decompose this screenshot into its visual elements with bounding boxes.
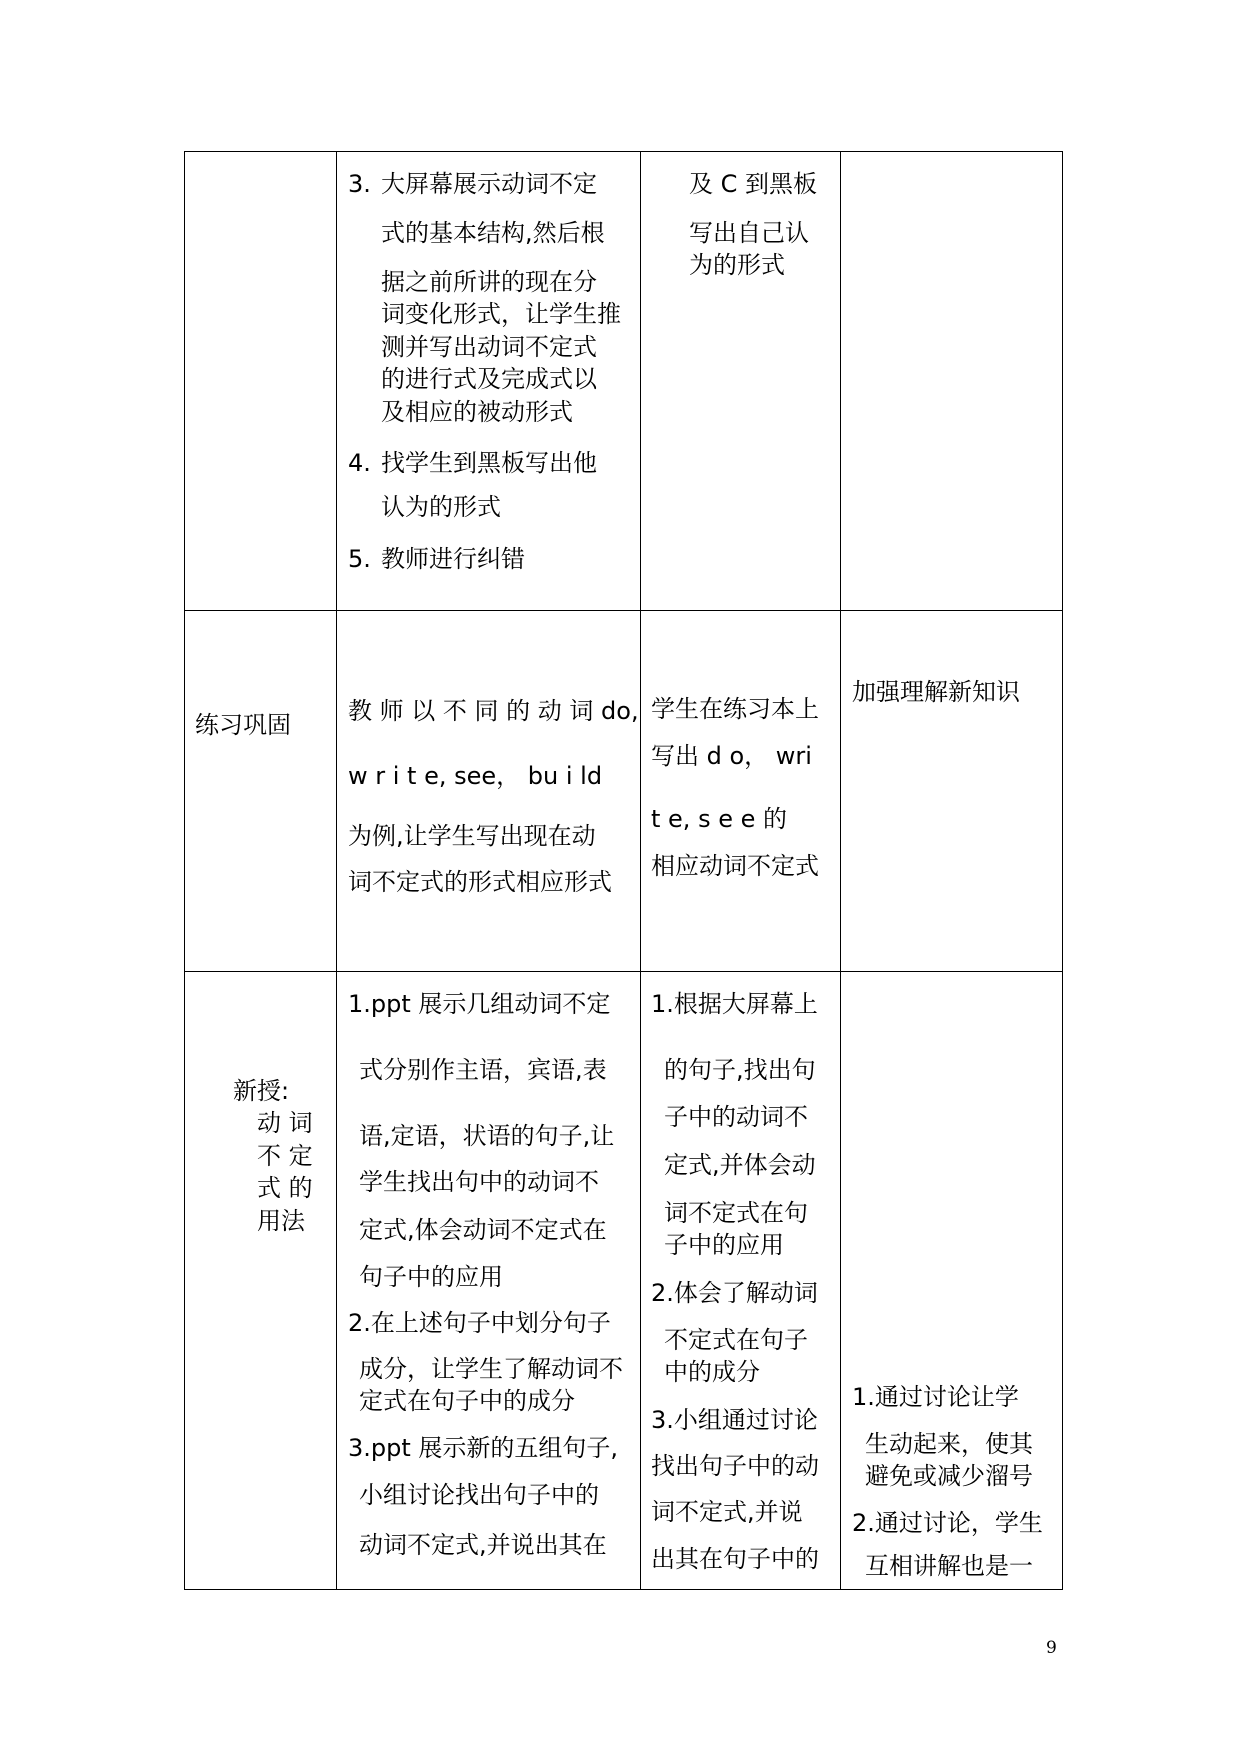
text-line: 语,定语，状语的句子,让: [359, 1122, 615, 1150]
text-line: 找学生到黑板写出他: [381, 449, 597, 477]
text-line: 教 师 以 不 同 的 动 词 do,: [348, 697, 639, 725]
student-activity-cell: [641, 611, 841, 972]
text-line: 相应动词不定式: [651, 852, 819, 880]
text-line: w r i t e, see， bu i ld: [348, 762, 603, 790]
student-activity-cell: [641, 972, 841, 1590]
text-line: 子中的动词不: [664, 1103, 808, 1131]
text-line: 用法: [257, 1207, 305, 1235]
text-line: 1.通过讨论让学: [852, 1383, 1019, 1411]
text-line: 词不定式在句: [664, 1199, 808, 1227]
text-line: 小组讨论找出句子中的: [359, 1481, 599, 1509]
stage-cell: [185, 972, 337, 1590]
text-line: 学生在练习本上: [651, 695, 819, 723]
stage-title: 新授:: [233, 1077, 290, 1105]
text-line: 写出自己认: [689, 219, 809, 247]
table-row: [185, 611, 1063, 972]
text-line: 为例,让学生写出现在动: [348, 822, 596, 850]
text-line: 动词不定式,并说出其在: [359, 1531, 607, 1559]
text-line: 式 的: [257, 1174, 313, 1202]
text-line: 式的基本结构,然后根: [381, 219, 605, 247]
text-line: 词不定式的形式相应形式: [348, 868, 612, 896]
text-line: 找出句子中的动: [651, 1452, 819, 1480]
text-line: 据之前所讲的现在分: [381, 268, 597, 296]
list-number: 3.: [348, 170, 371, 198]
text-line: 写出 d o， wri: [651, 742, 812, 770]
text-line: 式分别作主语，宾语,表: [359, 1056, 607, 1084]
text-line: 中的成分: [664, 1358, 760, 1386]
text-line: 词变化形式，让学生推: [381, 300, 621, 328]
text-line: 2.通过讨论，学生: [852, 1509, 1043, 1537]
text-line: 1.根据大屏幕上: [651, 990, 818, 1018]
text-line: 1.ppt 展示几组动词不定: [348, 990, 611, 1018]
text-line: 出其在句子中的: [651, 1545, 819, 1573]
text-line: 互相讲解也是一: [865, 1552, 1033, 1580]
text-line: 不定式在句子: [664, 1326, 808, 1354]
stage-cell: [185, 611, 337, 972]
text-line: 词不定式,并说: [651, 1498, 803, 1526]
text-line: 定式,体会动词不定式在: [359, 1216, 607, 1244]
text-line: 为的形式: [689, 251, 785, 279]
text-line: 3.小组通过讨论: [651, 1406, 818, 1434]
text-line: 生动起来，使其: [865, 1430, 1033, 1458]
text-line: 避免或减少溜号: [865, 1462, 1033, 1490]
text-line: 定式在句子中的成分: [359, 1387, 575, 1415]
list-number: 5.: [348, 545, 371, 573]
text-line: 2.在上述句子中划分句子: [348, 1309, 611, 1337]
text-line: t e, s e e 的: [651, 805, 787, 833]
list-number: 4.: [348, 449, 371, 477]
purpose-cell: [841, 152, 1063, 611]
stage-label: 练习巩固: [195, 711, 291, 739]
text-line: 及相应的被动形式: [381, 398, 573, 426]
text-line: 加强理解新知识: [852, 678, 1020, 706]
text-line: 大屏幕展示动词不定: [381, 170, 597, 198]
teacher-activity-cell: [337, 972, 641, 1590]
teacher-activity-cell: [337, 152, 641, 611]
purpose-cell: [841, 972, 1063, 1590]
text-line: 子中的应用: [664, 1231, 784, 1259]
teacher-activity-cell: [337, 611, 641, 972]
text-line: 动 词: [257, 1109, 313, 1137]
text-line: 句子中的应用: [359, 1263, 503, 1291]
text-line: 及 C 到黑板: [689, 170, 818, 198]
student-activity-cell: [641, 152, 841, 611]
stage-cell: [185, 152, 337, 611]
text-line: 的进行式及完成式以: [381, 365, 597, 393]
page-number: 9: [1046, 1638, 1057, 1658]
table-row: [185, 152, 1063, 611]
text-line: 的句子,找出句: [664, 1056, 816, 1084]
text-line: 成分，让学生了解动词不: [359, 1355, 623, 1383]
purpose-cell: [841, 611, 1063, 972]
text-line: 定式,并体会动: [664, 1151, 816, 1179]
lesson-plan-table: [184, 151, 1063, 1590]
table-row: [185, 972, 1063, 1590]
text-line: 教师进行纠错: [381, 545, 525, 573]
text-line: 不 定: [257, 1142, 313, 1170]
text-line: 测并写出动词不定式: [381, 333, 597, 361]
text-line: 认为的形式: [381, 493, 501, 521]
text-line: 3.ppt 展示新的五组句子,: [348, 1434, 619, 1462]
text-line: 学生找出句中的动词不: [359, 1168, 599, 1196]
text-line: 2.体会了解动词: [651, 1279, 818, 1307]
